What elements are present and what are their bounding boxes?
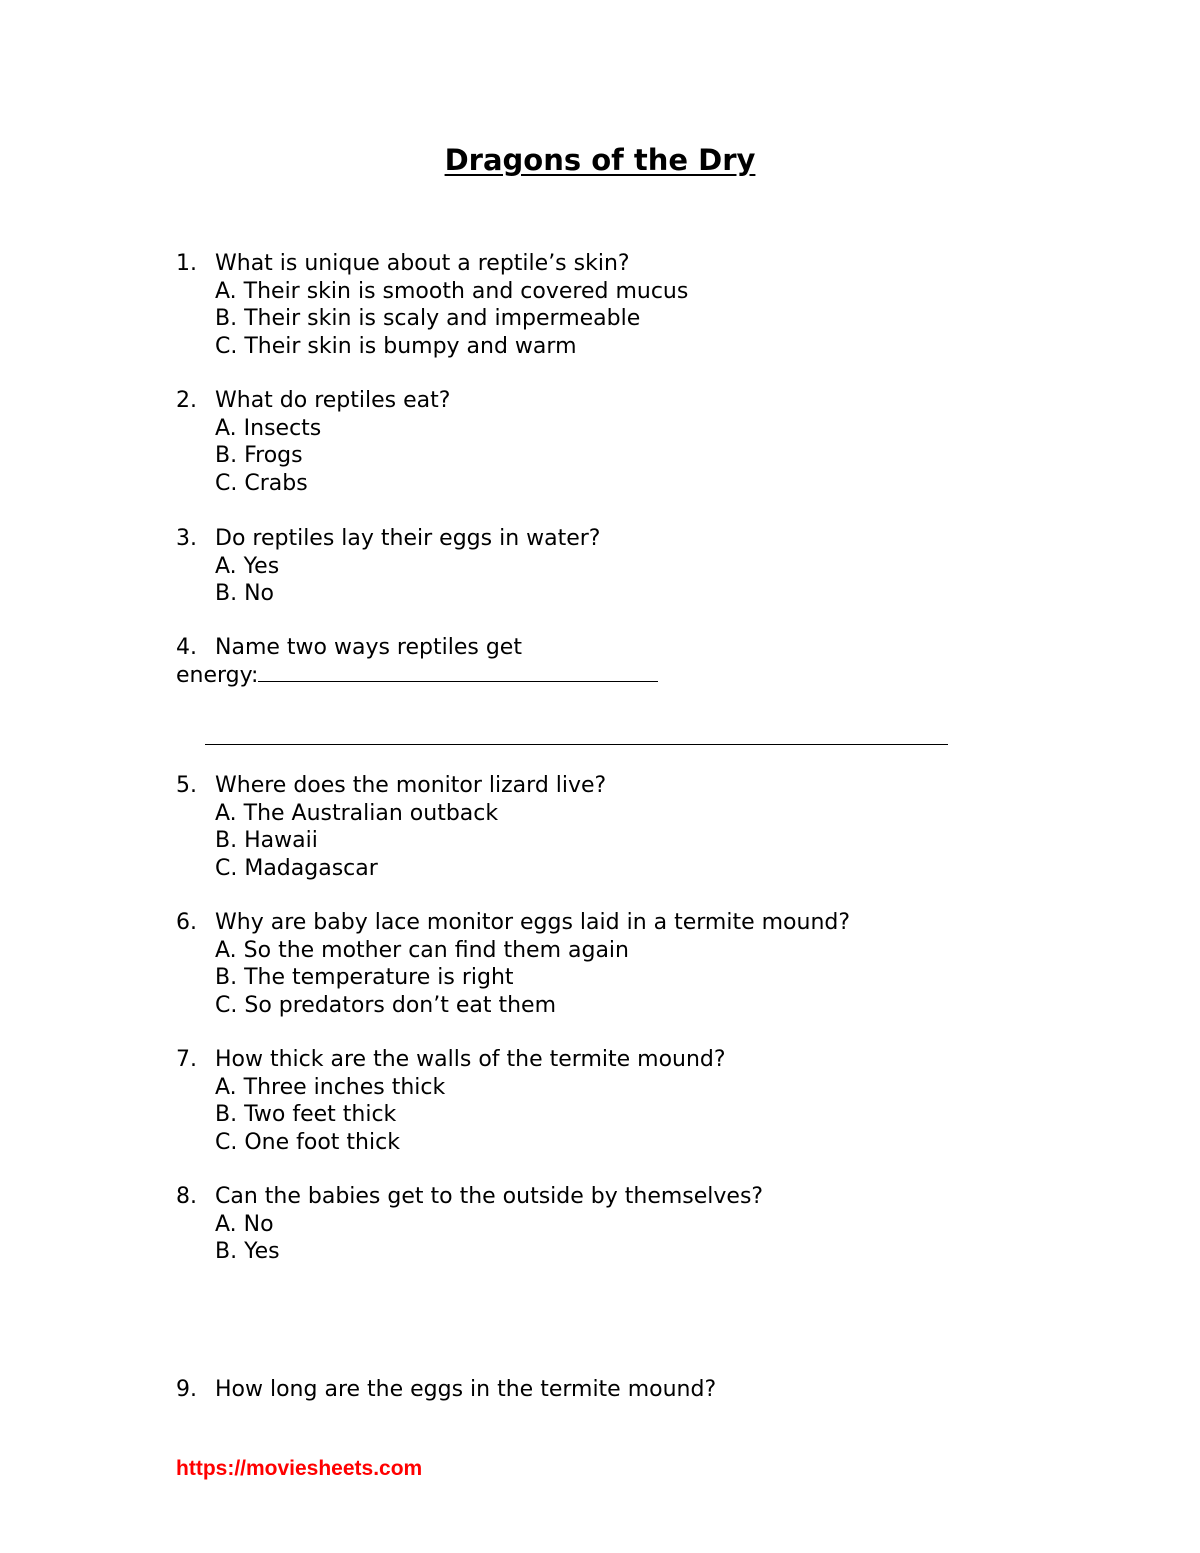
answer-option: B. No [215,581,274,606]
question-number: 9. [176,1377,197,1402]
question-text: Do reptiles lay their eggs in water? [215,526,601,551]
question-number: 5. [176,773,197,798]
answer-option: C. Crabs [215,470,308,496]
question-number: 1. [176,251,197,276]
page-title: Dragons of the Dry [444,143,756,177]
question-number: 4. [176,635,197,660]
answer-option: B. Yes [215,1239,280,1264]
answer-blank[interactable] [258,663,658,682]
answer-option: A. Their skin is smooth and covered mucus [215,278,689,304]
answer-option: B. Hawaii [215,828,318,853]
answer-option: B. The temperature is right [215,965,514,990]
question-2 [176,387,450,497]
answer-option: B. Frogs [215,443,303,468]
question-9 [176,1376,716,1404]
answer-option: A. No [215,1211,274,1237]
question-number: 3. [176,526,197,551]
answer-option: C. Madagascar [215,855,378,881]
question-text: What is unique about a reptile’s skin? [215,251,630,276]
question-3 [176,525,600,608]
question-text-continued: energy: [176,662,259,688]
question-text: Can the babies get to the outside by themselves? [215,1184,764,1209]
footer-link[interactable]: https://moviesheets.com [176,1457,423,1480]
answer-option: C. So predators don’t eat them [215,992,557,1018]
question-8 [176,1183,763,1266]
question-4 [176,634,658,689]
question-text: How thick are the walls of the termite mound? [215,1047,726,1072]
question-text: Name two ways reptiles get [215,635,522,660]
answer-option: B. Their skin is scaly and impermeable [215,306,641,331]
question-1 [176,250,688,360]
question-text: How long are the eggs in the termite mound? [215,1377,717,1402]
answer-option: A. So the mother can find them again [215,937,629,963]
answer-option: C. One foot thick [215,1129,400,1155]
answer-option: A. Yes [215,553,280,579]
question-number: 7. [176,1047,197,1072]
question-text: What do reptiles eat? [215,388,451,413]
answer-blank[interactable] [205,744,948,745]
question-number: 8. [176,1184,197,1209]
answer-option: A. The Australian outback [215,800,499,826]
answer-option: B. Two feet thick [215,1102,397,1127]
question-text: Why are baby lace monitor eggs laid in a termite mound? [215,910,851,935]
answer-option: A. Three inches thick [215,1074,446,1100]
answer-option: A. Insects [215,415,322,441]
question-7 [176,1046,726,1156]
answer-option: C. Their skin is bumpy and warm [215,333,577,359]
question-number: 6. [176,910,197,935]
question-text: Where does the monitor lizard live? [215,773,607,798]
question-5 [176,772,606,882]
question-6 [176,909,850,1019]
question-number: 2. [176,388,197,413]
